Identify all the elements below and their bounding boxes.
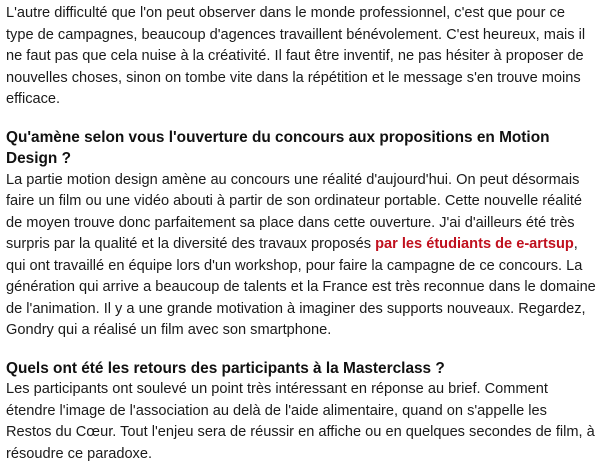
answer-text-after-link: , qui ont travaillé en équipe lors d'un workshop, pour faire la campagne de ce concours. La génération qui arrive a beaucoup de talents et la France est très reconnue dans le domaine de l'animation. Il y a une grande motivation à imaginer des supports nouveaux. Regardez, Gondry qui a réalisé un film avec son smartphone.: [6, 236, 596, 338]
question-heading-masterclass: Quels ont été les retours des participants à la Masterclass ?: [6, 359, 445, 377]
intro-paragraph: L'autre difficulté que l'on peut observer dans le monde professionnel, c'est que pour ce type de campagnes, beaucoup d'agences travaillent bénévolement. C'est heureux, mais il ne faut pas que cela nuise à la créativité. Il faut être inventif, ne pas hésiter à proposer de nouvelles choses, sinon on tombe vite dans la répétition et le message s'en trouve moins efficace.: [6, 5, 586, 107]
answer-paragraph-motion-design: [6, 170, 596, 342]
answer-text-before-link: La partie motion design amène au concours une réalité d'aujourd'hui. On peut désormais faire un film ou une vidéo abouti à partir de son ordinateur portable. Cette nouvelle réalité de moyen trouve donc parfaitement sa place dans cette ouverture. J'ai d'ailleurs été très surpris par la qualité et la diversité des travaux proposés: [6, 171, 582, 252]
article-body: [0, 3, 596, 465]
e-artsup-students-link[interactable]: par les étudiants de e-artsup: [375, 236, 574, 252]
answer-paragraph-masterclass: Les participants ont soulevé un point très intéressant en réponse au brief. Comment étendre l'image de l'association au delà de l'aide alimentaire, quand on s'appelle les Restos du Cœur. Tout l'enjeu sera de réussir en affiche ou en quelques secondes de film, à résoudre ce paradoxe.: [6, 381, 595, 462]
question-heading-motion-design: Qu'amène selon vous l'ouverture du concours aux propositions en Motion Design ?: [6, 128, 550, 167]
